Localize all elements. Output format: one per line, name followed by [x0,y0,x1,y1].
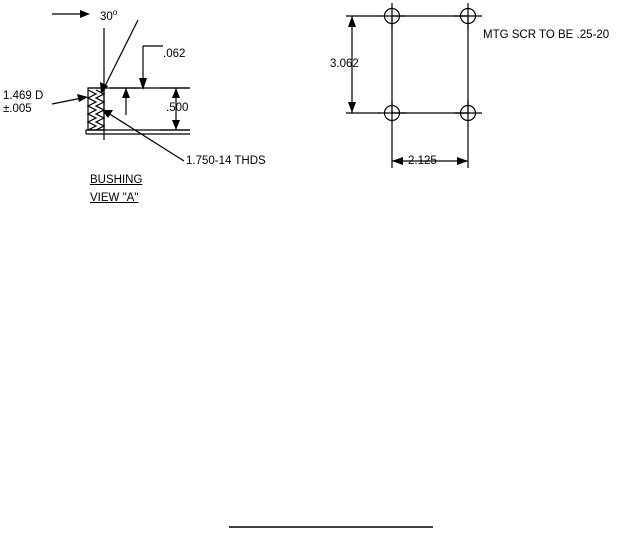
diameter-leader [52,94,88,104]
view-caption-line1: BUSHING [90,174,143,186]
mounting-hole-bottom-left [378,100,406,127]
mounting-hole-top-left [378,3,406,30]
angle-leader [100,20,138,94]
diameter-label-line1: 1.469 D [3,90,44,102]
mounting-hole-bottom-right [454,100,482,127]
horizontal-dimension-label: 2.125 [408,155,437,167]
thickness-label: .062 [163,48,186,60]
top-left-leader [52,10,90,18]
view-caption-line2: VIEW "A" [90,192,139,204]
hole-pattern-rectangle [392,16,468,113]
diameter-label-line2: ±.005 [3,103,32,115]
threads-leader [102,110,184,161]
vertical-dimension-label: 3.062 [330,58,359,70]
height-label: .500 [166,102,189,114]
mounting-screw-note: MTG SCR TO BE .25-20 [483,29,610,41]
angle-label: 30$^o$ [100,8,118,23]
inner-thickness-arrow [122,88,130,115]
thickness-dimension [139,46,163,90]
threads-label: 1.750-14 THDS [186,155,266,167]
mounting-hole-top-right [454,3,482,30]
